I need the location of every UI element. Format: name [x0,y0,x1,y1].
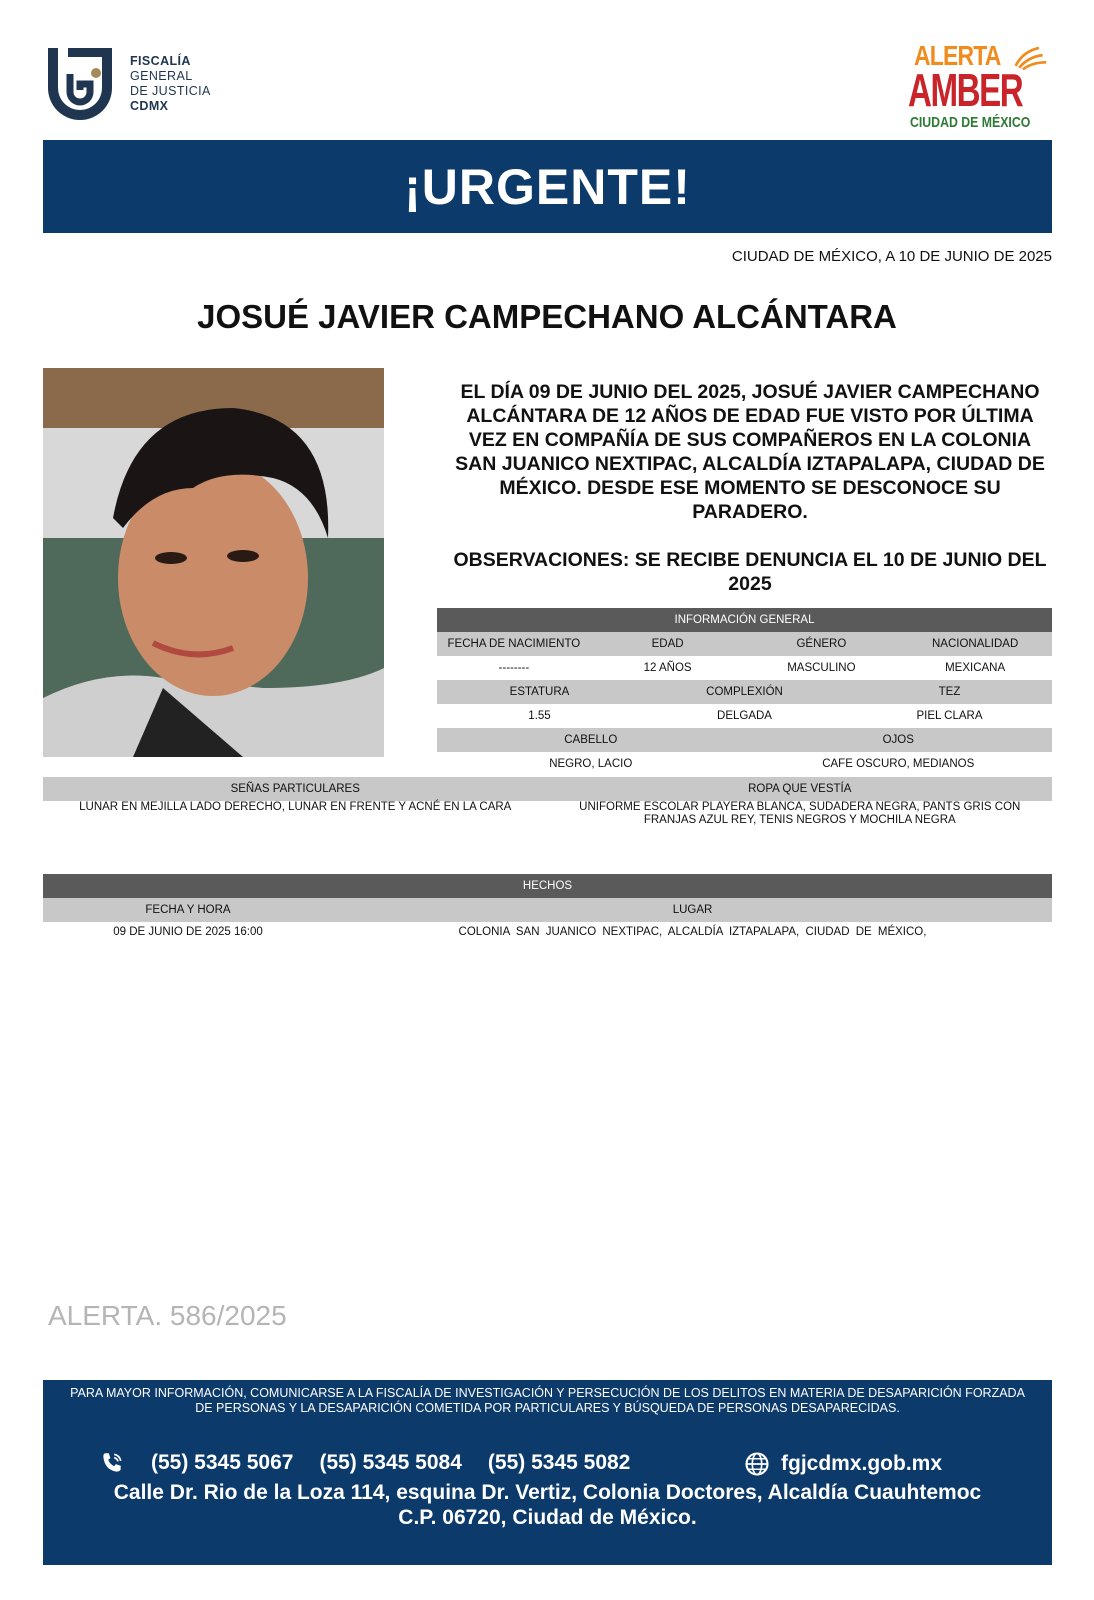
fgj-logo-text [130,54,211,114]
contact-info-text: PARA MAYOR INFORMACIÓN, COMUNICARSE A LA FISCALÍA DE INVESTIGACIÓN Y PERSECUCIÓN DE LOS DELITOS EN MATERIA DE DESAPARICIÓN FORZADA DE PERSONAS Y LA DESAPARICIÓN COMETIDA POR PARTICULARES Y BÚSQUEDA DE PERSONAS DESAPARECIDAS. [70,1386,1025,1415]
header-hair: CABELLO [564,734,618,746]
case-description: EL DÍA 09 DE JUNIO DEL 2025, JOSUÉ JAVIER CAMPECHANO ALCÁNTARA DE 12 AÑOS DE EDAD FUE VISTO POR ÚLTIMA VEZ EN COMPAÑÍA DE SUS COMPAÑEROS EN LA COLONIA SAN JUANICO NEXTIPAC, ALCALDÍA IZTAPALAPA, CIUDAD DE MÉXICO. DESDE ESE MOMENTO SE DESCONOCE SU PARADERO. [455,381,1045,523]
facts-title: HECHOS [522,880,573,892]
alerta-amber-logo [908,40,1054,134]
urgent-banner: ¡URGENTE! [43,140,1052,233]
website-link[interactable]: fgjcdmx.gob.mx [781,1452,943,1475]
value-distinguishing-marks: LUNAR EN MEJILLA LADO DERECHO, LUNAR EN FRENTE Y ACNÉ EN LA CARA [79,801,512,813]
amber-line-2: AMBER [908,64,1023,116]
header-nationality: NACIONALIDAD [931,638,1019,650]
header-height: ESTATURA [509,686,570,698]
general-info-title-row [437,608,1052,632]
header-birthdate: FECHA DE NACIMIENTO [447,638,581,650]
value-hair: NEGRO, LACIO [549,758,633,770]
facts-header-row [43,898,1052,922]
value-eyes: CAFE OSCURO, MEDIANOS [822,758,975,770]
address [43,1480,1052,1530]
issue-date: CIUDAD DE MÉXICO, A 10 DE JUNIO DE 2025 [731,248,1052,265]
logo-line-2: GENERAL [130,69,193,83]
logo-line-3: DE JUSTICIA [130,84,211,98]
value-build: DELGADA [717,710,772,722]
value-complexion: PIEL CLARA [916,710,983,722]
value-datetime: 09 DE JUNIO DE 2025 16:00 [113,926,263,938]
phone-list [99,1450,630,1476]
alert-number: ALERTA. 586/2025 [48,1300,287,1331]
general-info-value-row-2 [437,704,1052,728]
contact-footer [43,1380,1052,1565]
general-info-value-row-1 [437,656,1052,680]
amber-signal-icon [1012,42,1048,70]
value-gender: MASCULINO [787,662,856,674]
header-gender: GÉNERO [796,638,847,650]
address-line-2: C.P. 06720, Ciudad de México. [398,1506,697,1529]
value-nationality: MEXICANA [945,662,1006,674]
header-eyes: OJOS [882,734,914,746]
header-distinguishing-marks: SEÑAS PARTICULARES [230,783,360,795]
website-block [743,1450,942,1478]
amber-line-1: ALERTA [914,40,1001,71]
header-age: EDAD [651,638,684,650]
value-height: 1.55 [528,710,551,722]
value-birthdate: -------- [498,662,530,674]
phone-number-1[interactable]: (55) 5345 5067 [151,1451,294,1474]
header-complexion: TEZ [938,686,961,698]
details-header-row [43,777,1052,801]
general-info-header-row-3 [437,728,1052,752]
case-observations: OBSERVACIONES: SE RECIBE DENUNCIA EL 10 DE JUNIO DEL 2025 [453,549,1047,595]
logo-line-1: FISCALÍA [130,54,191,68]
value-place: COLONIA SAN JUANICO NEXTIPAC, ALCALDÍA IZTAPALAPA, CIUDAD DE MÉXICO, [458,926,927,938]
header-place: LUGAR [672,904,713,916]
amber-line-3: CIUDAD DE MÉXICO [910,114,1031,131]
details-value-row [43,801,1052,831]
general-info-header-row-1 [437,632,1052,656]
logo-line-4: CDMX [130,99,169,113]
header-clothing: ROPA QUE VESTÍA [748,783,852,795]
value-age: 12 AÑOS [643,662,692,674]
portrait-illustration [43,368,384,757]
general-info-title: INFORMACIÓN GENERAL [674,614,815,626]
facts-value-row [43,922,1052,942]
value-clothing: UNIFORME ESCOLAR PLAYERA BLANCA, SUDADERA NEGRA, PANTS GRIS CON FRANJAS AZUL REY, TENIS NEGROS Y MOCHILA NEGRA [579,801,1021,826]
header-datetime: FECHA Y HORA [145,904,231,916]
phone-icon [99,1450,125,1476]
address-line-1: Calle Dr. Rio de la Loza 114, esquina Dr. Vertiz, Colonia Doctores, Alcaldía Cuauhtemoc [113,1481,982,1504]
missing-person-photo [43,368,384,757]
globe-icon [743,1450,771,1478]
phone-number-3[interactable]: (55) 5345 5082 [487,1451,631,1474]
general-info-value-row-3 [437,752,1052,776]
phone-number-2[interactable]: (55) 5345 5084 [319,1451,462,1474]
general-info-header-row-2 [437,680,1052,704]
missing-person-name: JOSUÉ JAVIER CAMPECHANO ALCÁNTARA [197,298,897,335]
header-build: COMPLEXIÓN [706,686,783,698]
facts-title-row [43,874,1052,898]
